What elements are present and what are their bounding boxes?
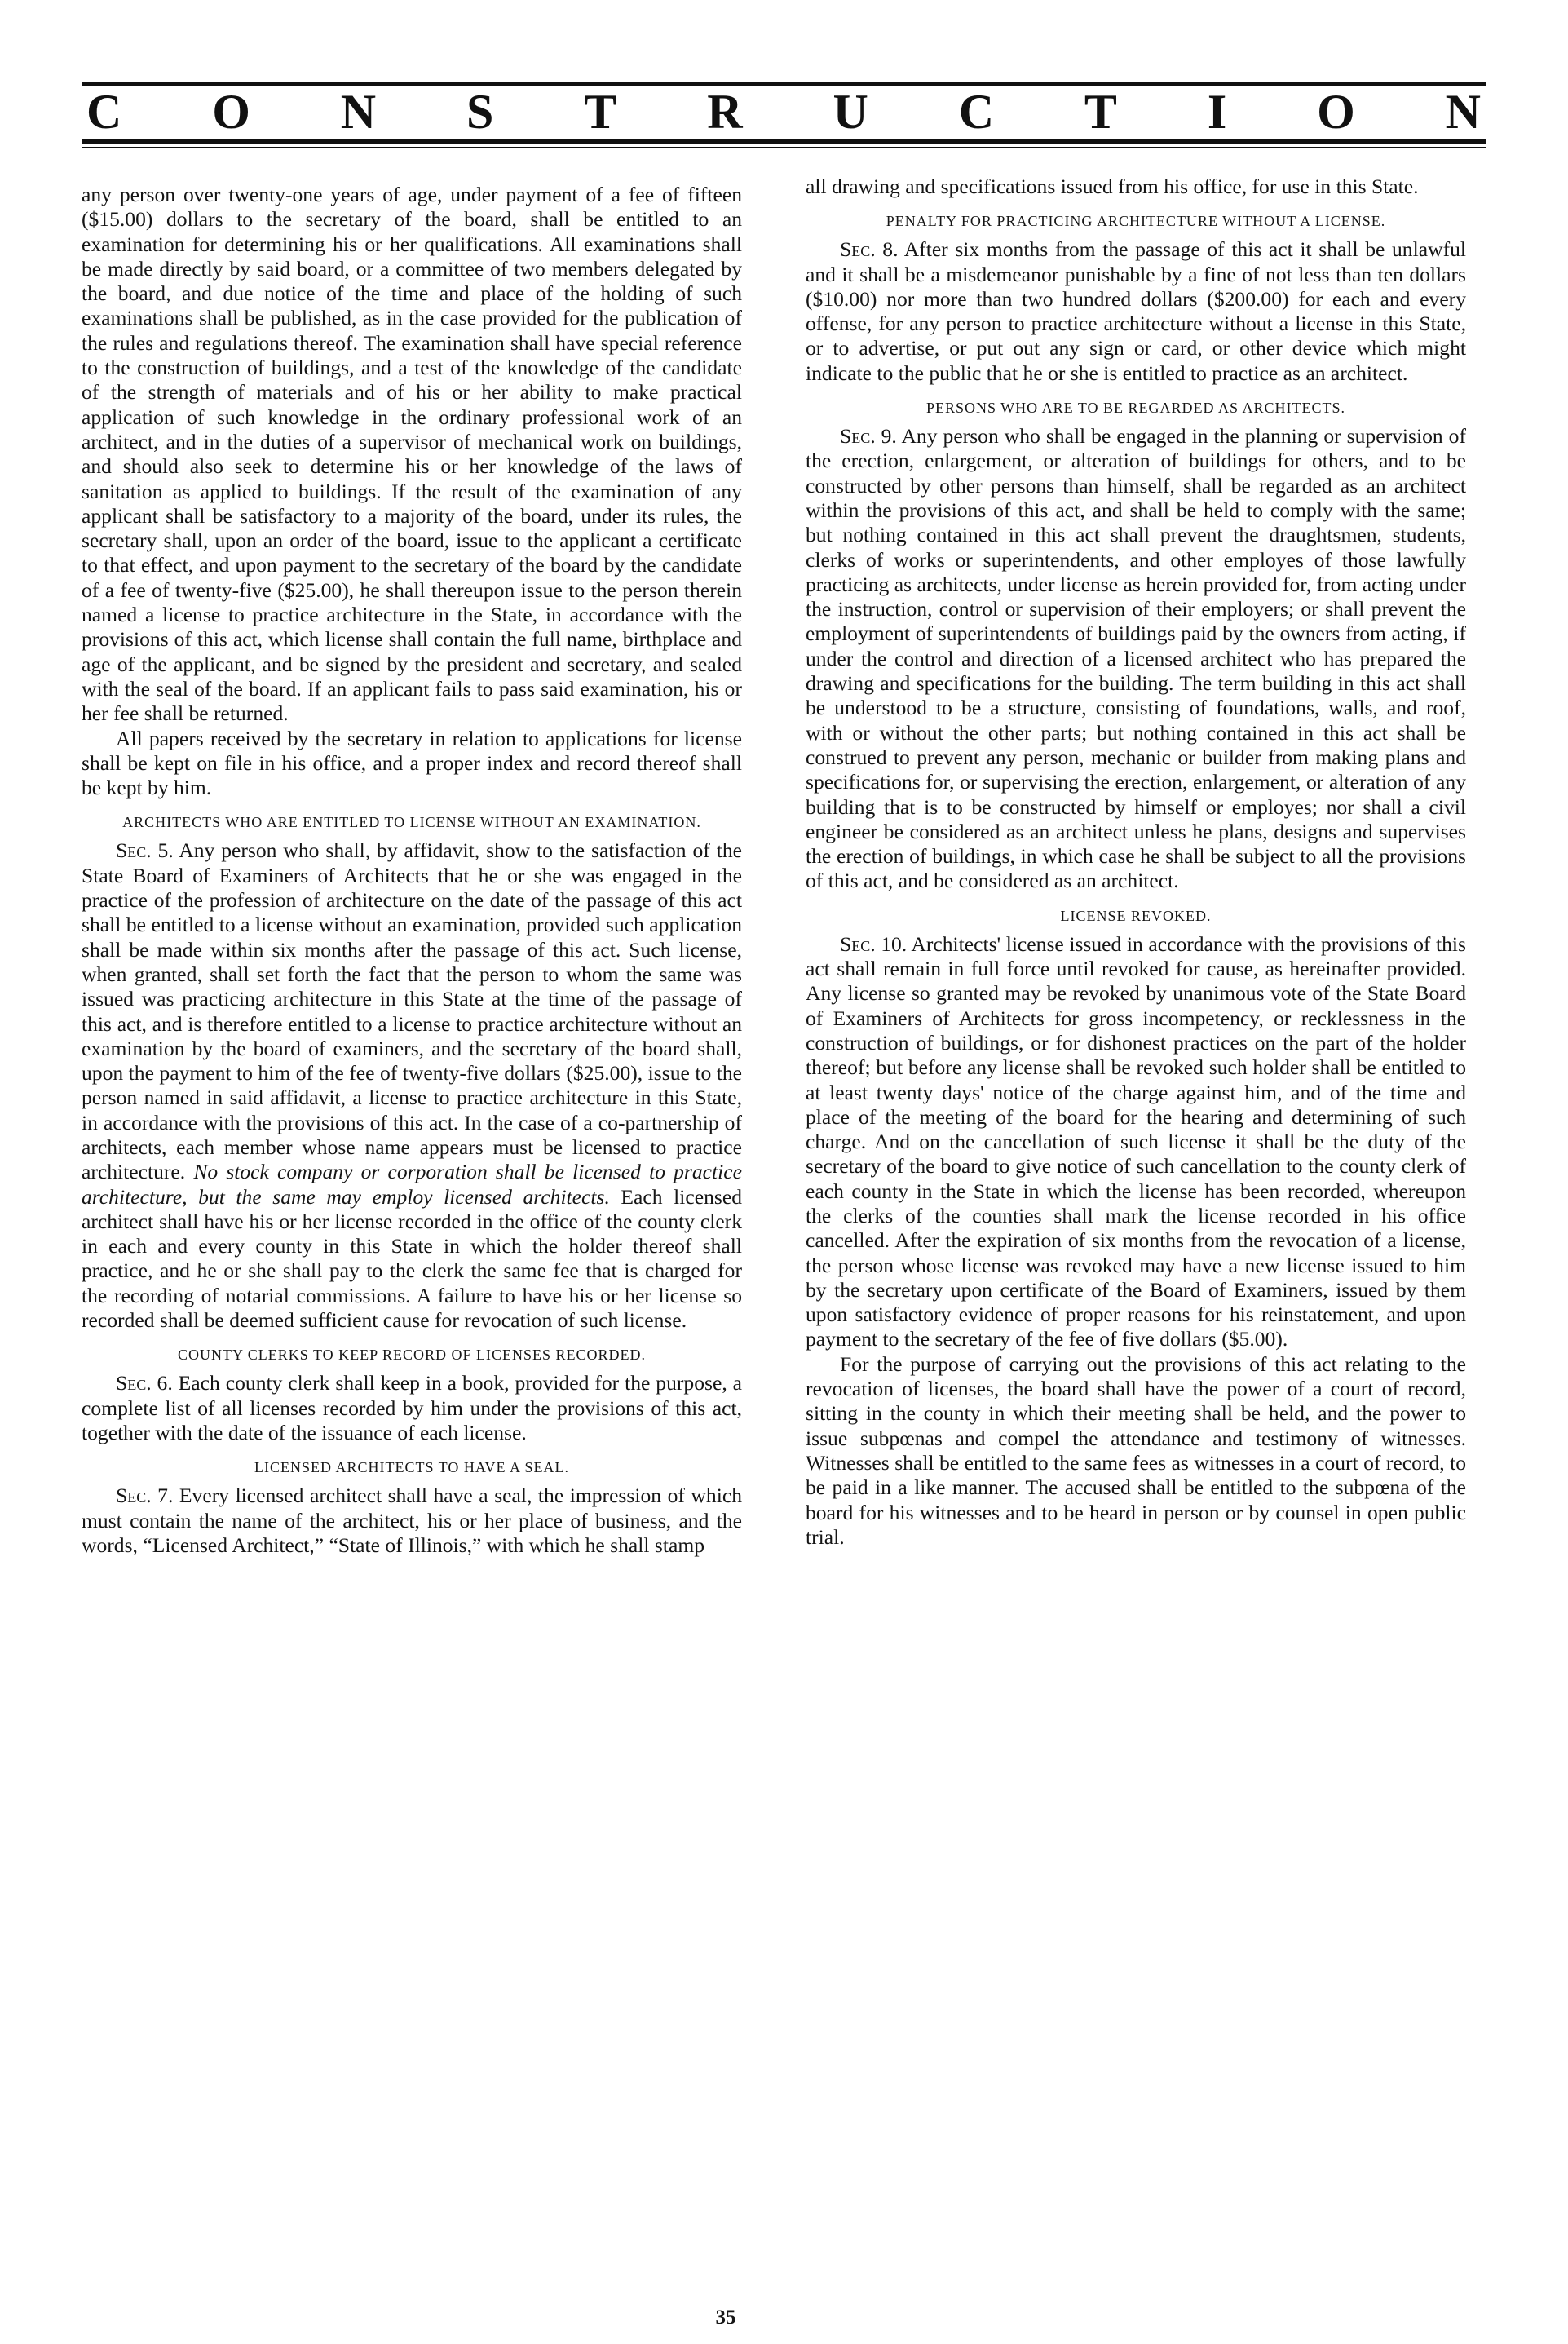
right-column — [806, 175, 1466, 1550]
section-label: Sec. 10. — [840, 931, 908, 956]
left-column — [82, 183, 742, 1558]
section-10 — [806, 932, 1466, 1352]
paragraph: all drawing and specifications issued from his office, for use in this State. — [806, 175, 1419, 198]
section-text: Every licensed architect shall have a seal, the impression of which must contain the name of the architect, his or her place of business, and the words, “Licensed Architect,” “State of Illinois,” with which he shall stamp — [82, 1484, 742, 1557]
masthead-letter: S — [466, 85, 494, 139]
section-6 — [82, 1371, 742, 1445]
section-heading: ARCHITECTS WHO ARE ENTITLED TO LICENSE WITHOUT AN EXAMINATION. — [122, 814, 701, 831]
section-7 — [82, 1484, 742, 1558]
section-heading: LICENSE REVOKED. — [1060, 907, 1212, 924]
section-label: Sec. 5. — [116, 838, 174, 863]
paragraph: any person over twenty-one years of age, under payment of a fee of fifteen ($15.00) dollars to the secretary of the board, shall be entitled to an examination for determining his or her qualifications. All examinations shall be made directly by said board, or a committee of two members delegated by the board, and due notice of the time and place of the holding of such examinations shall be published, as in the case provided for the publication of the rules and regulations thereof. The examination shall have special reference to the construction of buildings, and a test of the knowledge of the candidate of the strength of materials and of his or her ability to make practical application of such knowledge in the ordinary professional work of an architect, and in the duties of a supervisor of mechanical work on buildings, and should also seek to determine his or her knowledge of the laws of sanitation as applied to buildings. If the result of the examination of any applicant shall be satisfactory to a majority of the board, under its rules, the secretary shall, upon an order of the board, issue to the applicant a certificate to that effect, and upon payment to the secretary of the board by the candidate of a fee of twenty-five ($25.00), he shall thereupon issue to the person therein named a license to practice architecture in the State, in accordance with the provisions of this act, which license shall contain the full name, birthplace and age of the applicant, and be signed by the president and secretary, and sealed with the seal of the board. If an applicant fails to pass said examination, his or her fee shall be returned. — [82, 183, 742, 726]
section-text: Each county clerk shall keep in a book, provided for the purpose, a complete list of all licenses recorded by him under the provisions of this act, together with the date of the issuance of each license. — [82, 1371, 742, 1444]
section-text: Any person who shall be engaged in the planning or supervision of the erection, enlargement, or alteration of buildings for others, and to be constructed by other persons than himself, shall be regarded as an architect within the provisions of this act, and shall be held to comply with the same; but nothing contained in this act shall prevent the draughtsmen, students, clerks of works or superintendents, and other employes of those lawfully practicing as architects, under license as herein provided for, from acting under the instruction, control or supervision of their employers; or shall prevent the employment of superintendents of buildings paid by the owners from acting, if under the control and direction of a licensed architect who has prepared the drawing and specifications for the building. The term building in this act shall be understood to be a structure, consisting of foundations, walls, and roof, with or without the other parts; but nothing contained in this act shall be construed to prevent any person, mechanic or builder from making plans and specifications for, or supervising the erection, enlargement, or alteration of any building that is to be constructed by himself or employes; nor shall a civil engineer be considered as an architect unless he plans, designs and supervises the erection of buildings, in which case he shall be subject to all the provisions of this act, and be considered as an architect. — [806, 424, 1466, 893]
masthead-letter: T — [1084, 85, 1117, 139]
page-number: 35 — [715, 2306, 736, 2329]
section-heading: PERSONS WHO ARE TO BE REGARDED AS ARCHITECTS. — [925, 400, 1346, 417]
section-heading: PENALTY FOR PRACTICING ARCHITECTURE WITHOUT A LICENSE. — [886, 213, 1386, 230]
paragraph: For the purpose of carrying out the provisions of this act relating to the revocation of licenses, the board shall have the power of a court of record, sitting in the county in which their meeting shall be held, and the power to issue subpœnas and compel the attendance and testimony of witnesses. Witnesses shall be entitled to the same fees as witnesses in a court of record, to be paid in a like manner. The accused shall be entitled to the subpœna of the board for his witnesses and to be heard in person or by counsel in open public trial. — [806, 1351, 1466, 1549]
section-label: Sec. 9. — [840, 424, 897, 449]
masthead-letter: U — [833, 85, 868, 139]
masthead-letter: O — [212, 85, 250, 139]
section-text: Each licensed architect shall have his or her license recorded in the office of the county clerk in each and every county in this State in which the holder thereof shall practice, and he or she shall pay to the clerk the same fee that is charged for the recording of notarial commissions. A failure to have his or her license so recorded shall be deemed sufficient cause for revocation of such license. — [82, 1184, 742, 1333]
masthead-letter: C — [958, 85, 995, 139]
masthead-letter: N — [1445, 85, 1481, 139]
paragraph: All papers received by the secretary in relation to applications for license shall be kept on file in his office, and a proper index and record thereof shall be kept by him. — [82, 726, 742, 800]
masthead-letter: T — [584, 85, 617, 139]
section-text: After six months from the passage of this act it shall be unlawful and it shall be a misdemeanor punishable by a fine of not less than ten dollars ($10.00) nor more than two hundred dollars ($200.00) for each and every offense, for any person to practice architecture without a license in this State, or to advertise, or put out any sign or card, or other device which might indicate to the public that he or she is entitled to practice as an architect. — [806, 237, 1466, 385]
section-label: Sec. 7. — [116, 1484, 174, 1508]
masthead — [82, 82, 1486, 147]
section-text: Any person who shall, by affidavit, show to the satisfaction of the State Board of Examiners of Architects that he or she was engaged in the practice of the profession of architecture on the date of the passage of this act shall be entitled to a license without an examination, provided such application shall be made within six months after the passage of this act. Such license, when granted, shall set forth the fact that the person to whom the same was issued was practicing architecture in this State at the time of the passage of this act, and is therefore entitled to a license to practice architecture without an examination by the board of examiners, and the secretary of the board shall, upon the payment to him of the fee of twenty-five dollars ($25.00), issue to the person named in said affidavit, a license to practice architecture in this State, in accordance with the provisions of this act. In the case of a co-partnership of architects, each member whose name appears must be licensed to practice architecture. — [82, 838, 742, 1184]
section-heading: COUNTY CLERKS TO KEEP RECORD OF LICENSES RECORDED. — [177, 1347, 647, 1364]
masthead-letter: C — [86, 85, 122, 139]
section-5 — [82, 838, 742, 1333]
masthead-letter: R — [707, 85, 743, 139]
masthead-title — [82, 85, 1486, 139]
section-label: Sec. 8. — [840, 237, 899, 262]
section-text: Architects' license issued in accordance with the provisions of this act shall remain in full force until revoked for cause, as hereinafter provided. Any license so granted may be revoked by unanimous vote of the State Board of Examiners of Architects for gross incompetency, or recklessness in the construction of buildings, or for dishonest practices on the part of the holder thereof; but before any license shall be revoked such holder shall be entitled to at least twenty days' notice of the charge against him, and of the time and place of the meeting of the board for the hearing and determining of such charge. And on the cancellation of such license it shall be the duty of the secretary of the board to give notice of such cancellation to the county clerk of each county in the State in which the license has been recorded, whereupon the clerks of the counties shall mark the license recorded in his office cancelled. After the expiration of six months from the revocation of a license, the person whose license was revoked may have a new license issued to him by the secretary upon certificate of the Board of Examiners, issued by them upon satisfactory evidence of proper reasons for his reinstatement, and upon payment to the secretary of the fee of five dollars ($5.00). — [806, 931, 1466, 1351]
masthead-bottom-rule — [82, 139, 1486, 144]
section-heading: LICENSED ARCHITECTS TO HAVE A SEAL. — [254, 1459, 570, 1476]
masthead-letter: I — [1207, 85, 1227, 139]
italic-clause: No stock company or corporation shall be licensed to practice architecture, but the same may employ licensed architects. — [82, 1160, 742, 1209]
section-9 — [806, 424, 1466, 894]
section-8 — [806, 237, 1466, 386]
section-label: Sec. 6. — [116, 1371, 173, 1395]
masthead-letter: O — [1317, 85, 1355, 139]
masthead-letter: N — [340, 85, 377, 139]
masthead-bottom-thin-rule — [82, 147, 1486, 148]
